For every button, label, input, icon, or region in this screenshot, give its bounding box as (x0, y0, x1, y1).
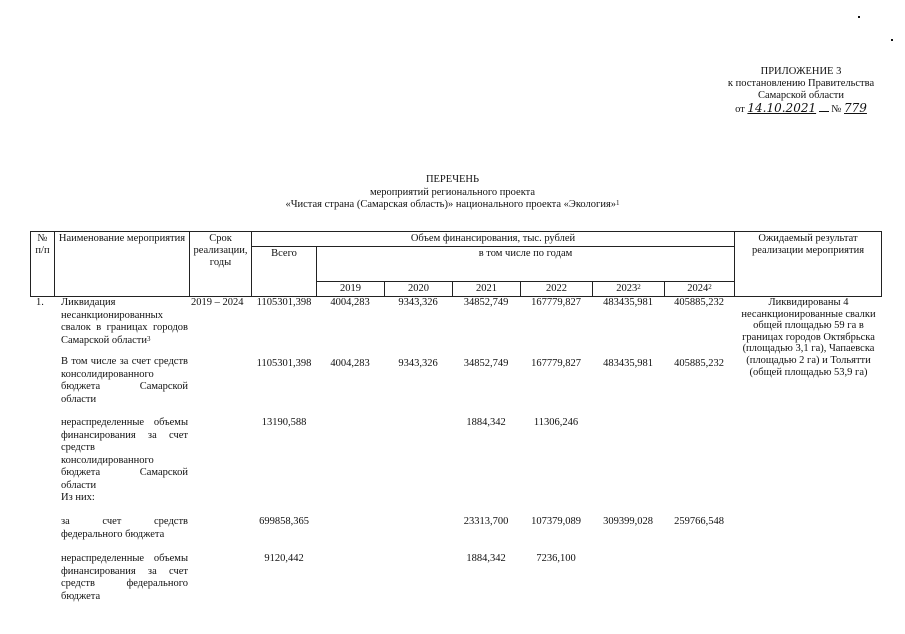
resolution-date: 14.10.2021 (747, 101, 817, 115)
row6-total: 9120,442 (264, 553, 304, 564)
title-line-3: «Чистая страна (Самарская область)» национального проекта «Экология»$^1$ (285, 199, 620, 210)
col-number-header: № п/п (31, 232, 55, 297)
row5-2024: 259766,548 (674, 516, 724, 527)
year-2020-header: 2020 (385, 282, 453, 297)
scan-speck (891, 39, 893, 41)
row3-2021: 1884,342 (466, 417, 506, 428)
col-total-header: Всего (252, 247, 317, 297)
row2-2022: 167779,827 (531, 358, 581, 369)
col-by-years-header: в том числе по годам (317, 247, 735, 282)
row6-2022: 7236,100 (536, 553, 576, 564)
col-result-header: Ожидаемый результат реализации мероприятия (735, 232, 882, 297)
row2-total: 1105301,398 (256, 358, 312, 369)
scan-speck (858, 16, 860, 18)
row2-2024: 405885,232 (674, 358, 724, 369)
appendix-header (721, 66, 881, 116)
row1-name: Ликвидация несанкционированных свалок в границах городов Самарской области$^3$ (61, 297, 188, 346)
year-2023-header: 2023$^2$ (593, 282, 665, 297)
title-line-1: ПЕРЕЧЕНЬ (425, 174, 480, 185)
row1-2022: 167779,827 (531, 297, 581, 308)
from-label: от (735, 104, 745, 115)
year-2024-header: 2024$^2$ (665, 282, 735, 297)
row6-name: нераспределенные объемы финансирования за счет средств федерального бюджета (61, 553, 188, 602)
row2-2023: 483435,981 (603, 358, 653, 369)
row2-2020: 9343,326 (398, 358, 438, 369)
row1-term: 2019 – 2024 (191, 297, 244, 308)
row1-2024: 405885,232 (674, 297, 724, 308)
row1-2020: 9343,326 (398, 297, 438, 308)
row5-name: за счет средств федерального бюджета (61, 516, 188, 540)
row2-2019: 4004,283 (330, 358, 370, 369)
row1-total: 1105301,398 (256, 297, 312, 308)
col-term-header: Срок реализации, годы (190, 232, 252, 297)
row5-2021: 23313,700 (463, 516, 509, 527)
row5-2022: 107379,089 (531, 516, 581, 527)
row6-2021: 1884,342 (466, 553, 506, 564)
appendix-region: Самарской области (758, 90, 844, 101)
appendix-title: ПРИЛОЖЕНИЕ 3 (760, 66, 842, 77)
funding-table-header (30, 231, 882, 297)
appendix-date-line (721, 102, 881, 116)
row2-name: В том числе за счет средств консолидированного бюджета Самарской области (61, 356, 188, 405)
row5-total: 699858,365 (259, 516, 309, 527)
row2-2021: 34852,749 (463, 358, 509, 369)
number-label: № (831, 104, 842, 115)
appendix-resolution: к постановлению Правительства (727, 78, 875, 89)
title-line-2: мероприятий регионального проекта (369, 186, 536, 198)
year-2021-header: 2021 (453, 282, 521, 297)
row5-2023: 309399,028 (603, 516, 653, 527)
row3-2022: 11306,246 (533, 417, 579, 428)
document-title (0, 174, 905, 212)
row1-result: Ликвидированы 4 несанкционированные свалки общей площадью 59 га в границах городов Октябрьска (площадью 3,1 га), Чапаевска (площадью 2 га) и Тольятти (общей площадью 53,9 га) (741, 297, 876, 378)
row4-label: Из них: (61, 492, 95, 503)
row3-total: 13190,588 (261, 417, 307, 428)
row1-2023: 483435,981 (603, 297, 653, 308)
year-2022-header: 2022 (521, 282, 593, 297)
row1-number: 1. (36, 297, 44, 308)
year-2019-header: 2019 (317, 282, 385, 297)
col-funding-header: Объем финансирования, тыс. рублей (252, 232, 735, 247)
resolution-number: 779 (844, 101, 867, 115)
col-name-header: Наименование мероприятия (55, 232, 190, 297)
row3-name: нераспределенные объемы финансирования за счет средств консолидированного бюджета Самарской области (61, 417, 188, 491)
row1-2021: 34852,749 (463, 297, 509, 308)
row1-2019: 4004,283 (330, 297, 370, 308)
